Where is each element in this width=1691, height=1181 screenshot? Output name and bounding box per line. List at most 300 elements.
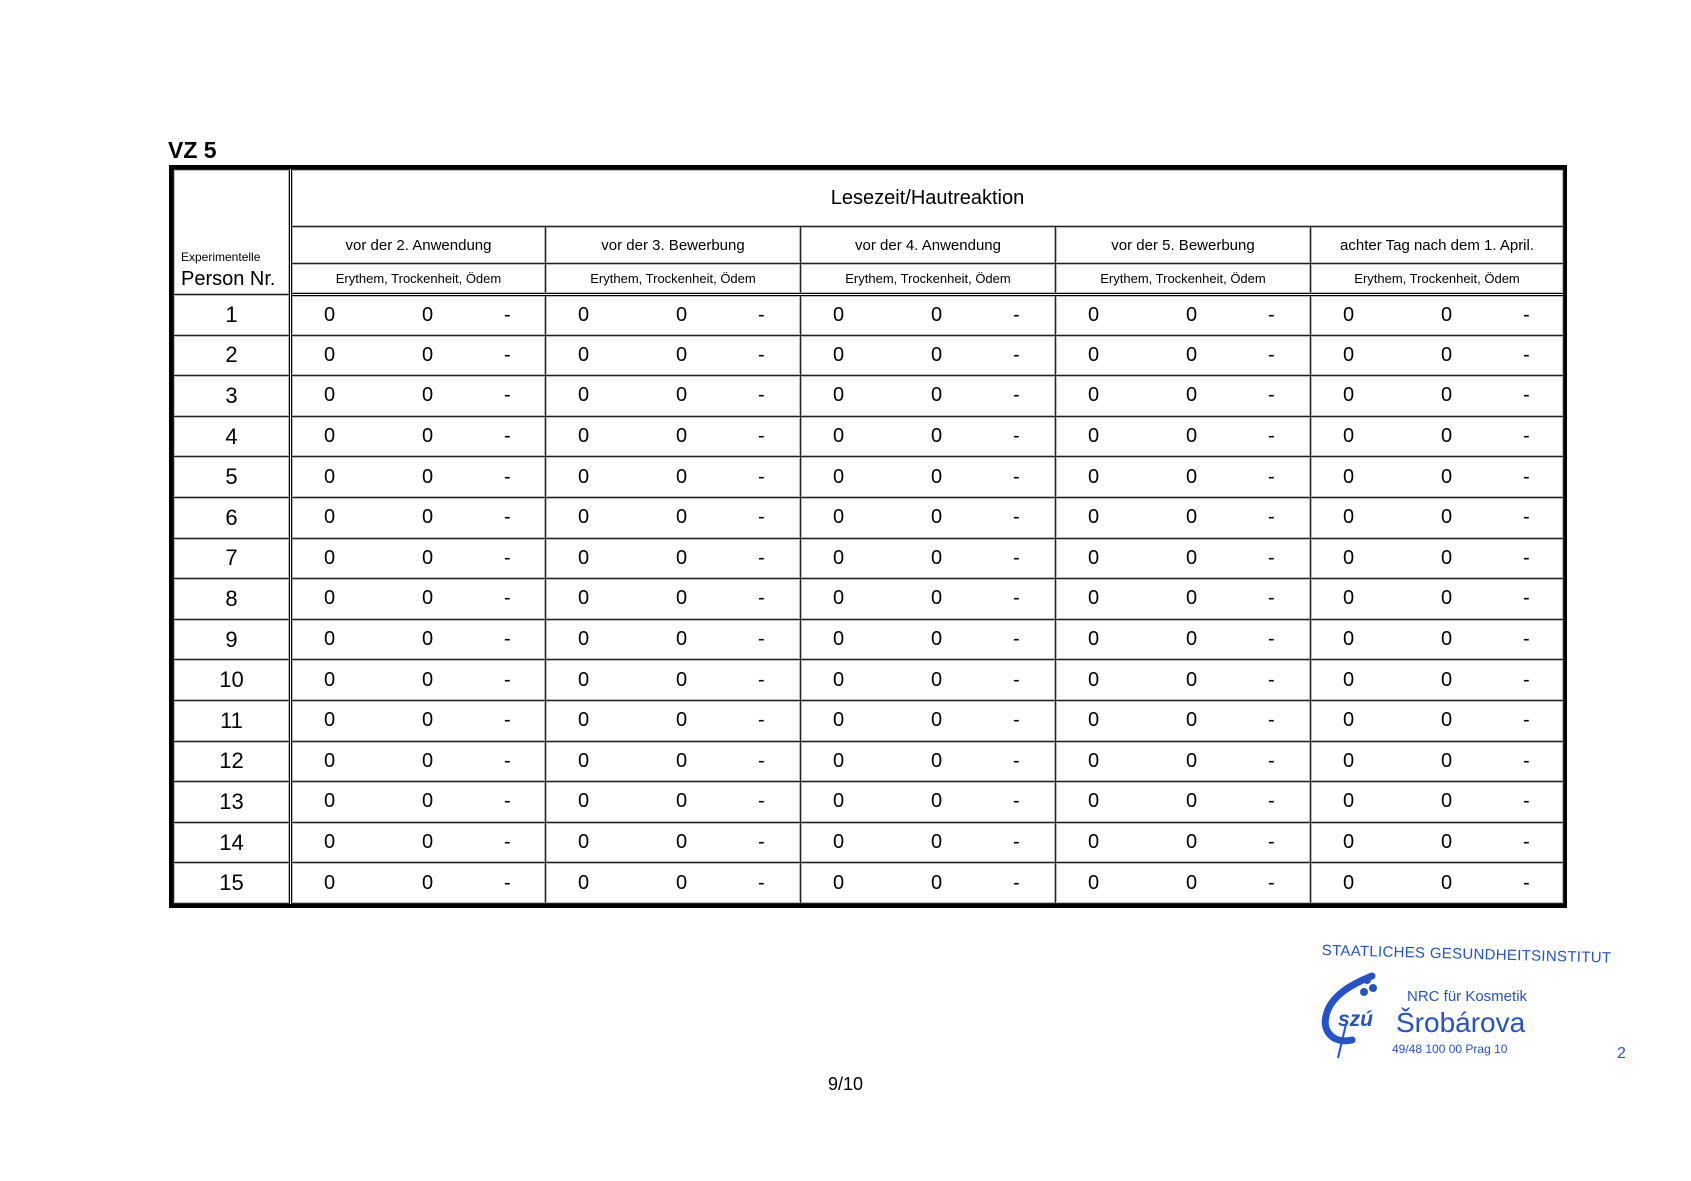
table-row [174,619,1564,660]
erythem-value: 0 [1088,587,1100,610]
reaction-cell [1056,295,1311,336]
trockenheit-value: 0 [676,303,688,326]
person-header-big: Person Nr. [181,268,276,290]
oedem-value: - [1013,831,1020,854]
oedem-value: - [1013,465,1020,488]
trockenheit-value: 0 [422,871,434,894]
trockenheit-value: 0 [1186,790,1198,813]
oedem-value: - [1268,709,1275,732]
stamp-name: Šrobárova [1396,1007,1526,1038]
table-body [174,295,1564,904]
erythem-value: 0 [1088,546,1100,569]
oedem-value: - [1268,465,1275,488]
erythem-value: 0 [1088,343,1100,366]
trockenheit-value: 0 [1441,506,1453,529]
erythem-value: 0 [324,303,336,326]
reaction-cell [801,822,1056,863]
reaction-cell [1056,538,1311,579]
erythem-value: 0 [1088,303,1100,326]
person-number: 15 [174,863,291,904]
table-row [174,376,1564,417]
trockenheit-value: 0 [676,831,688,854]
sub-header: Erythem, Trockenheit, Ödem [1056,264,1311,295]
reaction-cell [546,822,801,863]
reading-time-header: Lesezeit/Hautreaktion [291,170,1564,227]
oedem-value: - [504,303,511,326]
erythem-value: 0 [1088,384,1100,407]
oedem-value: - [1523,384,1530,407]
oedem-value: - [1268,425,1275,448]
table-row [174,700,1564,741]
reaction-cell [801,660,1056,701]
trockenheit-value: 0 [1186,709,1198,732]
trockenheit-value: 0 [931,546,943,569]
oedem-value: - [1013,303,1020,326]
reaction-cell [1311,538,1564,579]
oedem-value: - [504,668,511,691]
table-row [174,579,1564,620]
person-number: 13 [174,782,291,823]
reaction-cell [1311,376,1564,417]
erythem-value: 0 [1088,709,1100,732]
reaction-cell [291,497,546,538]
reaction-table-frame [169,165,1567,908]
reaction-cell [801,538,1056,579]
person-number: 1 [174,295,291,336]
trockenheit-value: 0 [422,587,434,610]
trockenheit-value: 0 [1186,425,1198,448]
period-header: vor der 4. Anwendung [801,227,1056,264]
erythem-value: 0 [324,506,336,529]
reaction-cell [1056,457,1311,498]
table-row [174,335,1564,376]
reaction-cell [1311,579,1564,620]
oedem-value: - [758,506,765,529]
reaction-cell [1311,741,1564,782]
oedem-value: - [1523,831,1530,854]
trockenheit-value: 0 [676,465,688,488]
oedem-value: - [504,587,511,610]
oedem-value: - [504,425,511,448]
reaction-cell [291,660,546,701]
reaction-cell [546,660,801,701]
trockenheit-value: 0 [1441,790,1453,813]
trockenheit-value: 0 [676,790,688,813]
trockenheit-value: 0 [931,425,943,448]
section-label: VZ 5 [168,137,217,163]
oedem-value: - [504,343,511,366]
reaction-cell [801,619,1056,660]
trockenheit-value: 0 [422,384,434,407]
trockenheit-value: 0 [1186,587,1198,610]
erythem-value: 0 [833,546,845,569]
oedem-value: - [758,546,765,569]
reaction-cell [801,741,1056,782]
erythem-value: 0 [578,709,590,732]
sub-header: Erythem, Trockenheit, Ödem [291,264,546,295]
reaction-cell [291,416,546,457]
trockenheit-value: 0 [422,709,434,732]
erythem-value: 0 [1088,506,1100,529]
erythem-value: 0 [324,546,336,569]
stamp-department: NRC für Kosmetik [1407,988,1528,1005]
oedem-value: - [1013,384,1020,407]
erythem-value: 0 [1088,668,1100,691]
oedem-value: - [1523,343,1530,366]
erythem-value: 0 [324,668,336,691]
erythem-value: 0 [1343,831,1355,854]
table-row [174,822,1564,863]
person-number: 3 [174,376,291,417]
reaction-cell [546,700,801,741]
erythem-value: 0 [324,343,336,366]
erythem-value: 0 [324,425,336,448]
oedem-value: - [1268,303,1275,326]
oedem-value: - [758,628,765,651]
erythem-value: 0 [1088,871,1100,894]
reaction-cell [546,416,801,457]
table-row [174,416,1564,457]
erythem-value: 0 [1088,790,1100,813]
trockenheit-value: 0 [1186,831,1198,854]
erythem-value: 0 [578,465,590,488]
sub-header: Erythem, Trockenheit, Ödem [801,264,1056,295]
oedem-value: - [1523,546,1530,569]
trockenheit-value: 0 [931,790,943,813]
oedem-value: - [504,465,511,488]
oedem-value: - [1268,343,1275,366]
trockenheit-value: 0 [1441,668,1453,691]
person-header-small: Experimentelle [181,250,261,264]
trockenheit-value: 0 [422,628,434,651]
trockenheit-value: 0 [1441,546,1453,569]
oedem-value: - [1523,465,1530,488]
oedem-value: - [1523,749,1530,772]
reaction-cell [801,863,1056,904]
oedem-value: - [1268,871,1275,894]
oedem-value: - [1013,425,1020,448]
erythem-value: 0 [833,425,845,448]
oedem-value: - [1013,668,1020,691]
reaction-cell [1311,822,1564,863]
oedem-value: - [758,425,765,448]
period-header: vor der 3. Bewerbung [546,227,801,264]
trockenheit-value: 0 [1441,871,1453,894]
reaction-cell [1311,295,1564,336]
reaction-table [173,169,1564,904]
erythem-value: 0 [1088,465,1100,488]
reaction-cell [1056,822,1311,863]
reaction-cell [801,335,1056,376]
erythem-value: 0 [324,384,336,407]
trockenheit-value: 0 [931,628,943,651]
trockenheit-value: 0 [1186,465,1198,488]
trockenheit-value: 0 [676,587,688,610]
reaction-cell [291,376,546,417]
reaction-cell [291,822,546,863]
stamp-institute-name: STAATLICHES GESUNDHEITSINSTITUT [1321,942,1612,967]
table-row [174,660,1564,701]
stamp-address: 49/48 100 00 Prag 10 [1392,1042,1508,1056]
oedem-value: - [504,546,511,569]
oedem-value: - [1268,628,1275,651]
erythem-value: 0 [833,871,845,894]
erythem-value: 0 [1343,546,1355,569]
erythem-value: 0 [578,628,590,651]
erythem-value: 0 [1343,709,1355,732]
reaction-cell [801,416,1056,457]
trockenheit-value: 0 [1186,628,1198,651]
erythem-value: 0 [833,465,845,488]
erythem-value: 0 [578,343,590,366]
person-number: 4 [174,416,291,457]
oedem-value: - [1523,871,1530,894]
trockenheit-value: 0 [676,546,688,569]
trockenheit-value: 0 [1441,465,1453,488]
person-number-header [174,170,291,295]
erythem-value: 0 [1343,668,1355,691]
person-number: 10 [174,660,291,701]
trockenheit-value: 0 [1441,749,1453,772]
trockenheit-value: 0 [1186,546,1198,569]
oedem-value: - [1268,506,1275,529]
erythem-value: 0 [1343,790,1355,813]
oedem-value: - [1523,506,1530,529]
oedem-value: - [1268,749,1275,772]
oedem-value: - [1013,790,1020,813]
reaction-cell [546,579,801,620]
reaction-cell [546,782,801,823]
erythem-value: 0 [833,303,845,326]
erythem-value: 0 [1343,465,1355,488]
trockenheit-value: 0 [676,343,688,366]
reaction-cell [1311,782,1564,823]
reaction-cell [1311,863,1564,904]
trockenheit-value: 0 [931,831,943,854]
oedem-value: - [1523,790,1530,813]
reaction-cell [1056,416,1311,457]
reaction-cell [546,335,801,376]
trockenheit-value: 0 [931,303,943,326]
stamp-logo-text: szú [1338,1008,1374,1031]
oedem-value: - [758,749,765,772]
trockenheit-value: 0 [422,506,434,529]
reaction-cell [1056,335,1311,376]
person-number: 5 [174,457,291,498]
reaction-cell [801,497,1056,538]
trockenheit-value: 0 [931,749,943,772]
oedem-value: - [1523,425,1530,448]
trockenheit-value: 0 [676,384,688,407]
reaction-cell [291,295,546,336]
oedem-value: - [504,871,511,894]
oedem-value: - [504,790,511,813]
erythem-value: 0 [578,790,590,813]
reaction-cell [291,538,546,579]
erythem-value: 0 [578,749,590,772]
erythem-value: 0 [833,668,845,691]
oedem-value: - [504,628,511,651]
table-row [174,538,1564,579]
reaction-cell [291,863,546,904]
table-row [174,497,1564,538]
table-row [174,863,1564,904]
person-number: 6 [174,497,291,538]
reaction-cell [546,619,801,660]
trockenheit-value: 0 [1441,343,1453,366]
trockenheit-value: 0 [422,668,434,691]
oedem-value: - [758,790,765,813]
erythem-value: 0 [324,587,336,610]
oedem-value: - [758,709,765,732]
trockenheit-value: 0 [1186,343,1198,366]
reaction-cell [801,579,1056,620]
trockenheit-value: 0 [931,506,943,529]
trockenheit-value: 0 [1186,668,1198,691]
erythem-value: 0 [578,546,590,569]
reaction-cell [546,538,801,579]
erythem-value: 0 [1088,425,1100,448]
erythem-value: 0 [578,425,590,448]
oedem-value: - [1013,546,1020,569]
trockenheit-value: 0 [931,343,943,366]
trockenheit-value: 0 [1186,303,1198,326]
person-number: 8 [174,579,291,620]
period-header: achter Tag nach dem 1. April. [1311,227,1564,264]
oedem-value: - [1268,587,1275,610]
reaction-cell [1311,416,1564,457]
erythem-value: 0 [578,303,590,326]
erythem-value: 0 [578,384,590,407]
erythem-value: 0 [833,384,845,407]
trockenheit-value: 0 [1441,831,1453,854]
person-number: 2 [174,335,291,376]
reaction-cell [1056,782,1311,823]
trockenheit-value: 0 [1441,303,1453,326]
corner-number: 2 [1617,1045,1626,1062]
person-number: 14 [174,822,291,863]
oedem-value: - [758,668,765,691]
trockenheit-value: 0 [676,709,688,732]
oedem-value: - [758,343,765,366]
erythem-value: 0 [578,587,590,610]
erythem-value: 0 [324,465,336,488]
oedem-value: - [758,871,765,894]
erythem-value: 0 [578,668,590,691]
erythem-value: 0 [1343,628,1355,651]
erythem-value: 0 [324,628,336,651]
person-number: 9 [174,619,291,660]
oedem-value: - [1523,668,1530,691]
erythem-value: 0 [1343,343,1355,366]
erythem-value: 0 [324,709,336,732]
reaction-cell [1311,619,1564,660]
oedem-value: - [1013,871,1020,894]
reaction-cell [546,376,801,417]
person-number: 11 [174,700,291,741]
reaction-cell [291,782,546,823]
erythem-value: 0 [833,628,845,651]
oedem-value: - [1013,506,1020,529]
reaction-cell [291,457,546,498]
erythem-value: 0 [1088,749,1100,772]
trockenheit-value: 0 [1441,628,1453,651]
reaction-cell [546,741,801,782]
oedem-value: - [1013,709,1020,732]
oedem-value: - [1268,384,1275,407]
erythem-value: 0 [833,749,845,772]
erythem-value: 0 [1343,506,1355,529]
oedem-value: - [1268,790,1275,813]
sub-header: Erythem, Trockenheit, Ödem [1311,264,1564,295]
erythem-value: 0 [1343,384,1355,407]
reaction-cell [291,335,546,376]
trockenheit-value: 0 [676,871,688,894]
table-row [174,457,1564,498]
oedem-value: - [1523,303,1530,326]
reaction-cell [291,741,546,782]
erythem-value: 0 [324,749,336,772]
trockenheit-value: 0 [1441,587,1453,610]
trockenheit-value: 0 [1441,709,1453,732]
erythem-value: 0 [1088,628,1100,651]
reaction-cell [1311,497,1564,538]
erythem-value: 0 [1088,831,1100,854]
trockenheit-value: 0 [1441,425,1453,448]
oedem-value: - [758,303,765,326]
oedem-value: - [1268,668,1275,691]
person-number: 7 [174,538,291,579]
page-number: 9/10 [827,1074,864,1094]
erythem-value: 0 [324,871,336,894]
reaction-cell [1056,497,1311,538]
sub-header: Erythem, Trockenheit, Ödem [546,264,801,295]
oedem-value: - [758,587,765,610]
oedem-value: - [504,506,511,529]
reaction-cell [291,700,546,741]
trockenheit-value: 0 [1186,749,1198,772]
trockenheit-value: 0 [676,668,688,691]
reaction-cell [1056,660,1311,701]
trockenheit-value: 0 [422,465,434,488]
reaction-cell [291,619,546,660]
reaction-cell [1056,579,1311,620]
oedem-value: - [1013,628,1020,651]
trockenheit-value: 0 [676,425,688,448]
erythem-value: 0 [1343,303,1355,326]
trockenheit-value: 0 [931,465,943,488]
reaction-cell [1311,660,1564,701]
institute-stamp [1312,942,1642,1072]
trockenheit-value: 0 [422,790,434,813]
trockenheit-value: 0 [676,506,688,529]
table-row [174,741,1564,782]
reaction-cell [1056,619,1311,660]
oedem-value: - [758,465,765,488]
erythem-value: 0 [578,506,590,529]
reaction-cell [1311,700,1564,741]
trockenheit-value: 0 [931,668,943,691]
reaction-cell [1056,700,1311,741]
trockenheit-value: 0 [422,831,434,854]
trockenheit-value: 0 [676,628,688,651]
reaction-cell [1311,457,1564,498]
oedem-value: - [1013,343,1020,366]
period-header: vor der 2. Anwendung [291,227,546,264]
reaction-cell [1056,863,1311,904]
reaction-cell [801,782,1056,823]
reaction-cell [546,497,801,538]
